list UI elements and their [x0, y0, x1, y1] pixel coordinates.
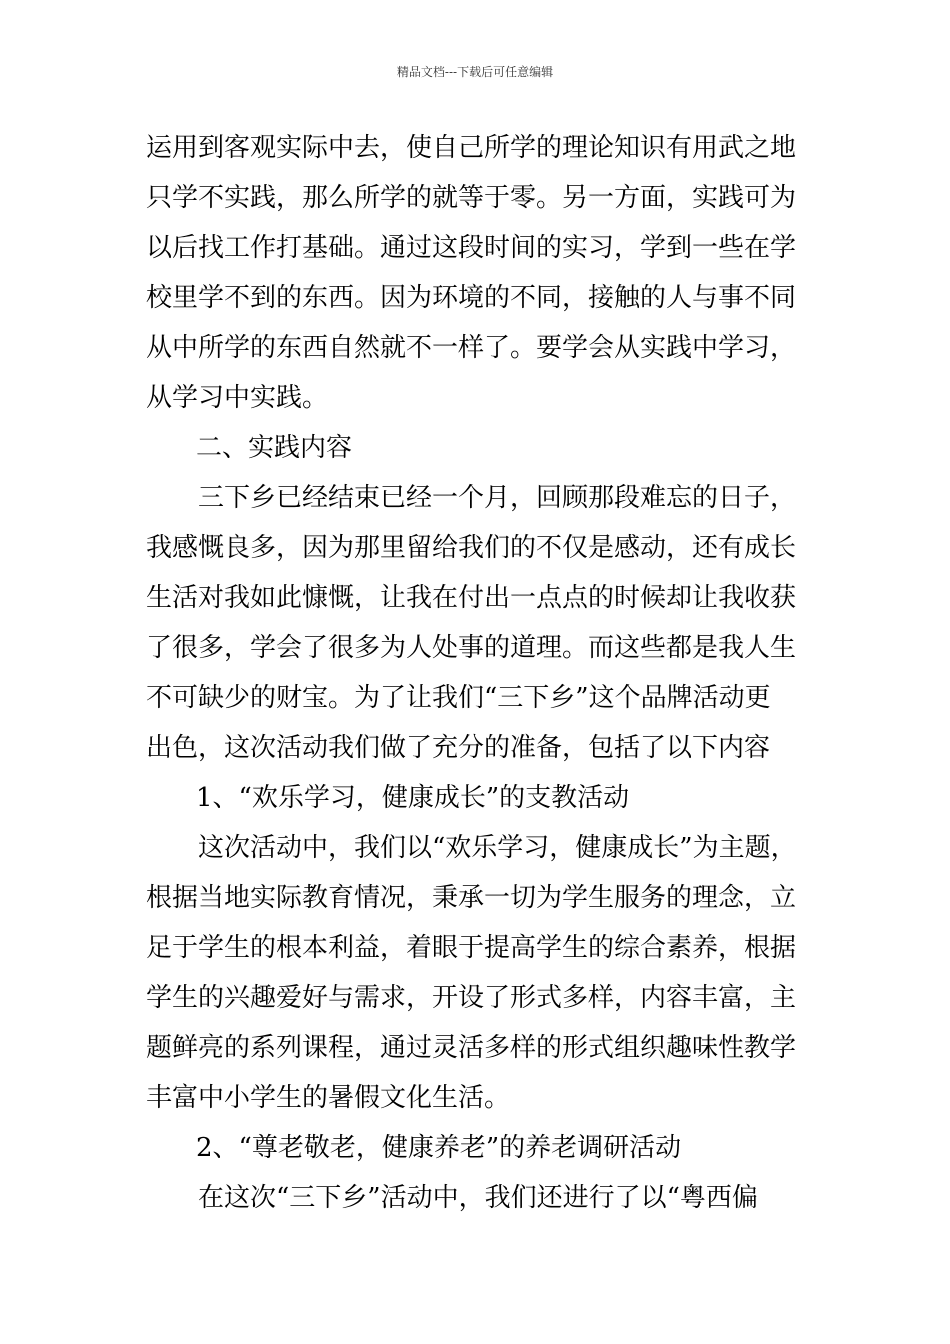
- text-line: 生活对我如此慷慨，让我在付出一点点的时候却让我收获: [146, 583, 797, 613]
- text-line: 足于学生的根本利益，着眼于提高学生的综合素养，根据: [146, 933, 797, 963]
- subsection-heading: 2、“尊老敬老，健康养老”的养老调研活动: [196, 1133, 682, 1163]
- paragraph-first-line: 三下乡已经结束已经一个月，回顾那段难忘的日子，: [198, 483, 797, 513]
- text-line: 从中所学的东西自然就不一样了。要学会从实践中学习，: [146, 333, 797, 363]
- text-line: 以后找工作打基础。通过这段时间的实习，学到一些在学: [146, 233, 797, 263]
- text-line: 出色，这次活动我们做了充分的准备，包括了以下内容: [146, 733, 771, 763]
- text-line: 丰富中小学生的暑假文化生活。: [146, 1083, 511, 1113]
- paragraph-first-line: 在这次“三下乡”活动中，我们还进行了以“粤西偏: [198, 1183, 758, 1213]
- text-line: 从学习中实践。: [146, 383, 329, 413]
- text-line: 了很多，学会了很多为人处事的道理。而这些都是我人生: [146, 633, 797, 663]
- text-line: 不可缺少的财宝。为了让我们“三下乡”这个品牌活动更: [146, 683, 771, 713]
- page-header: 精品文档---下载后可任意编辑: [396, 65, 554, 79]
- text-line: 题鲜亮的系列课程，通过灵活多样的形式组织趣味性教学: [146, 1033, 797, 1063]
- text-line: 只学不实践，那么所学的就等于零。另一方面，实践可为: [146, 183, 797, 213]
- text-line: 我感慨良多，因为那里留给我们的不仅是感动，还有成长: [146, 533, 797, 563]
- text-line: 根据当地实际教育情况，秉承一切为学生服务的理念，立: [146, 883, 797, 913]
- section-heading: 二、实践内容: [196, 433, 353, 463]
- text-line: 学生的兴趣爱好与需求，开设了形式多样，内容丰富，主: [146, 983, 797, 1013]
- text-line: 运用到客观实际中去，使自己所学的理论知识有用武之地: [146, 133, 797, 163]
- text-line: 校里学不到的东西。因为环境的不同，接触的人与事不同: [146, 283, 797, 313]
- paragraph-first-line: 这次活动中，我们以“欢乐学习，健康成长”为主题，: [198, 833, 797, 863]
- subsection-heading: 1、“欢乐学习，健康成长”的支教活动: [196, 783, 630, 813]
